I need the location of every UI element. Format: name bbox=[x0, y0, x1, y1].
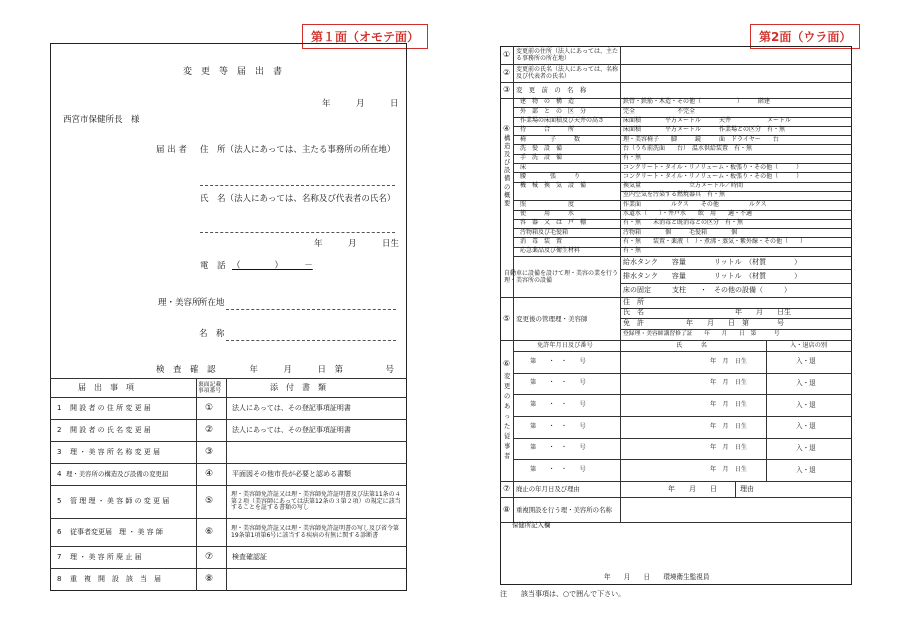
closure-date: 年 月 日 bbox=[668, 484, 717, 493]
addressee: 西宮市保健所長 様 bbox=[63, 115, 140, 125]
table-top-border bbox=[50, 378, 407, 379]
row-item: 開 設 者 の 住 所 変 更 届 bbox=[70, 403, 151, 412]
location-line[interactable] bbox=[226, 309, 396, 310]
salon-name-line[interactable] bbox=[226, 340, 396, 341]
submission-date: 年 月 日 bbox=[322, 99, 399, 109]
address-line[interactable] bbox=[200, 185, 395, 186]
col-header-item: 届 出 事 項 bbox=[78, 382, 134, 392]
footnote: 注 該当事項は、○で囲んで下さい。 bbox=[500, 590, 626, 599]
back-page-tag: 第2面（ウラ面） bbox=[750, 24, 860, 49]
location-label: 所在地 bbox=[199, 298, 225, 308]
applicant-label: 届 出 者 bbox=[156, 145, 187, 155]
phone-label: 電 話 bbox=[200, 261, 226, 271]
office-use-label: 保健所記入欄 bbox=[512, 520, 551, 529]
duplicate-salon-label: 重複開設を行う理・美容所の名称 bbox=[516, 505, 612, 514]
prev-address-label: 変更前の住所（法人にあっては、主たる事務所の所在地） bbox=[516, 48, 618, 62]
section4-side-label: 構造及び設備の概要 bbox=[504, 135, 511, 207]
prev-name-label: 変更前の氏名（法人にあっては、名称及び代表者の氏名） bbox=[516, 66, 618, 80]
birth-date: 年 月 日生 bbox=[314, 239, 400, 249]
mobile-salon-label: 自動車に設備を設けて理・美容の業を行う理・美容所の設備 bbox=[504, 269, 619, 284]
phone-field[interactable]: （ ） － bbox=[232, 261, 313, 271]
row-doc: 法人にあっては、その登記事項証明書 bbox=[232, 403, 351, 412]
new-manager-label: 変更後の管理理・美容師 bbox=[516, 314, 588, 323]
front-page-tag: 第１面（オモテ面） bbox=[302, 24, 428, 49]
form-title: 変 更 等 届 出 書 bbox=[183, 67, 283, 77]
closure-label: 廃止の年月日及び理由 bbox=[516, 485, 580, 494]
prev-salon-name-label: 変 更 前 の 名 称 bbox=[516, 86, 587, 95]
address-label: 住 所（法人にあっては、主たる事務所の所在地） bbox=[200, 145, 396, 155]
salon-label: 理・美容所 bbox=[158, 298, 201, 308]
salon-name-label: 名 称 bbox=[199, 329, 225, 339]
name-label: 氏 名（法人にあっては、名称及び代表者の氏名） bbox=[200, 194, 396, 204]
name-line[interactable] bbox=[200, 232, 395, 233]
closure-reason: 理由 bbox=[740, 484, 754, 493]
section6-side-label: 変更のあった従事者 bbox=[504, 373, 511, 460]
inspection-confirmation: 検 査 確 認 年 月 日 第 号 bbox=[156, 365, 395, 375]
office-signature: 年 月 日 環境衛生監視員 bbox=[604, 572, 710, 581]
col-header-docs: 添 付 書 類 bbox=[270, 382, 326, 392]
col-header-back-ref: 裏面記載事項番号 bbox=[198, 381, 222, 394]
